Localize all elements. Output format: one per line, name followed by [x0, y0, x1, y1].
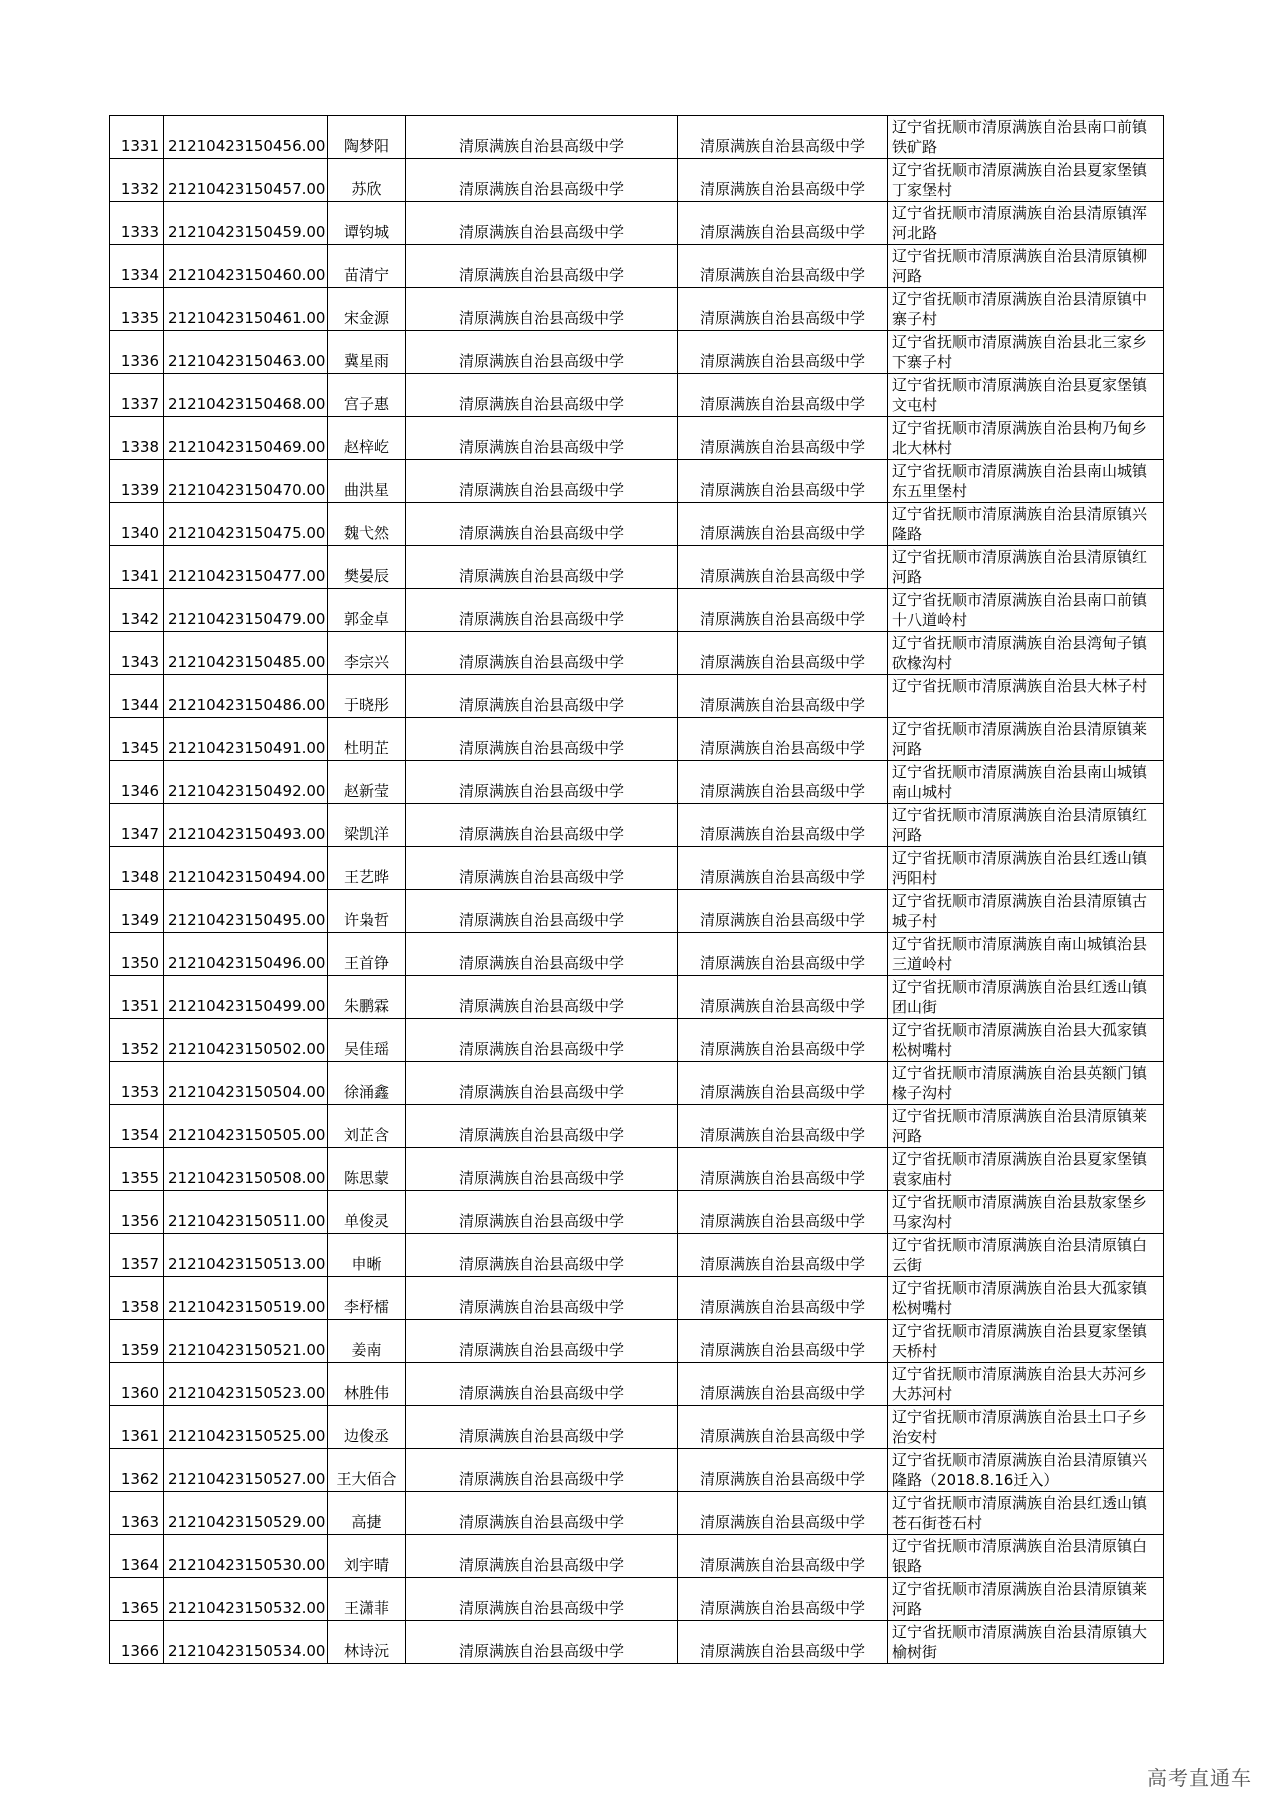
row-number: 1362	[110, 1449, 164, 1492]
school-name: 清原满族自治县高级中学	[406, 417, 678, 460]
row-number: 1351	[110, 976, 164, 1019]
graduating-school: 清原满族自治县高级中学	[678, 1449, 888, 1492]
student-name: 高捷	[328, 1492, 406, 1535]
table-row	[110, 1578, 1164, 1621]
student-name: 陈思蒙	[328, 1148, 406, 1191]
table-row	[110, 1406, 1164, 1449]
roster-table	[109, 115, 1164, 1664]
graduating-school: 清原满族自治县高级中学	[678, 718, 888, 761]
household-address: 辽宁省抚顺市清原满族自治县清原镇红河路	[888, 546, 1164, 589]
household-address: 辽宁省抚顺市清原满族自治县南山城镇南山城村	[888, 761, 1164, 804]
household-address: 辽宁省抚顺市清原满族自治县红透山镇苍石街苍石村	[888, 1492, 1164, 1535]
graduating-school: 清原满族自治县高级中学	[678, 1234, 888, 1277]
school-name: 清原满族自治县高级中学	[406, 976, 678, 1019]
household-address: 辽宁省抚顺市清原满族自治县枸乃甸乡北大林村	[888, 417, 1164, 460]
graduating-school: 清原满族自治县高级中学	[678, 1148, 888, 1191]
row-number: 1349	[110, 890, 164, 933]
household-address: 辽宁省抚顺市清原满族自治县大孤家镇松树嘴村	[888, 1277, 1164, 1320]
household-address: 辽宁省抚顺市清原满族自治县夏家堡镇丁家堡村	[888, 159, 1164, 202]
student-name: 魏弋然	[328, 503, 406, 546]
household-address: 辽宁省抚顺市清原满族自治县夏家堡镇文屯村	[888, 374, 1164, 417]
household-address: 辽宁省抚顺市清原满族自治县土口子乡治安村	[888, 1406, 1164, 1449]
registration-id: 21210423150529.00	[164, 1492, 328, 1535]
table-row	[110, 847, 1164, 890]
table-row	[110, 718, 1164, 761]
student-name: 曲洪星	[328, 460, 406, 503]
graduating-school: 清原满族自治县高级中学	[678, 1105, 888, 1148]
graduating-school: 清原满族自治县高级中学	[678, 1320, 888, 1363]
student-name: 郭金卓	[328, 589, 406, 632]
registration-id: 21210423150508.00	[164, 1148, 328, 1191]
row-number: 1356	[110, 1191, 164, 1234]
student-name: 王首铮	[328, 933, 406, 976]
student-name: 边俊丞	[328, 1406, 406, 1449]
school-name: 清原满族自治县高级中学	[406, 675, 678, 718]
graduating-school: 清原满族自治县高级中学	[678, 1406, 888, 1449]
table-row	[110, 1492, 1164, 1535]
graduating-school: 清原满族自治县高级中学	[678, 331, 888, 374]
table-row	[110, 761, 1164, 804]
household-address: 辽宁省抚顺市清原满族自治县清原镇白银路	[888, 1535, 1164, 1578]
table-row	[110, 1535, 1164, 1578]
graduating-school: 清原满族自治县高级中学	[678, 632, 888, 675]
registration-id: 21210423150461.00	[164, 288, 328, 331]
household-address: 辽宁省抚顺市清原满族自治县清原镇浑河北路	[888, 202, 1164, 245]
registration-id: 21210423150470.00	[164, 460, 328, 503]
registration-id: 21210423150527.00	[164, 1449, 328, 1492]
school-name: 清原满族自治县高级中学	[406, 1234, 678, 1277]
school-name: 清原满族自治县高级中学	[406, 1148, 678, 1191]
table-row	[110, 503, 1164, 546]
registration-id: 21210423150491.00	[164, 718, 328, 761]
student-name: 林诗沅	[328, 1621, 406, 1664]
row-number: 1344	[110, 675, 164, 718]
registration-id: 21210423150486.00	[164, 675, 328, 718]
graduating-school: 清原满族自治县高级中学	[678, 1363, 888, 1406]
table-row	[110, 1191, 1164, 1234]
registration-id: 21210423150468.00	[164, 374, 328, 417]
graduating-school: 清原满族自治县高级中学	[678, 288, 888, 331]
registration-id: 21210423150519.00	[164, 1277, 328, 1320]
school-name: 清原满族自治县高级中学	[406, 1062, 678, 1105]
registration-id: 21210423150513.00	[164, 1234, 328, 1277]
row-number: 1363	[110, 1492, 164, 1535]
table-row	[110, 1062, 1164, 1105]
row-number: 1364	[110, 1535, 164, 1578]
school-name: 清原满族自治县高级中学	[406, 718, 678, 761]
student-name: 吴佳瑶	[328, 1019, 406, 1062]
household-address: 辽宁省抚顺市清原满族自治县夏家堡镇袁家庙村	[888, 1148, 1164, 1191]
registration-id: 21210423150477.00	[164, 546, 328, 589]
row-number: 1353	[110, 1062, 164, 1105]
row-number: 1346	[110, 761, 164, 804]
registration-id: 21210423150499.00	[164, 976, 328, 1019]
school-name: 清原满族自治县高级中学	[406, 1492, 678, 1535]
student-name: 樊晏辰	[328, 546, 406, 589]
row-number: 1337	[110, 374, 164, 417]
row-number: 1348	[110, 847, 164, 890]
table-row	[110, 374, 1164, 417]
school-name: 清原满族自治县高级中学	[406, 1105, 678, 1148]
household-address: 辽宁省抚顺市清原满族自治县清原镇红河路	[888, 804, 1164, 847]
roster-sheet	[109, 115, 1163, 1664]
household-address: 辽宁省抚顺市清原满族自治县清原镇莱河路	[888, 1105, 1164, 1148]
school-name: 清原满族自治县高级中学	[406, 1019, 678, 1062]
registration-id: 21210423150502.00	[164, 1019, 328, 1062]
row-number: 1361	[110, 1406, 164, 1449]
table-row	[110, 1148, 1164, 1191]
school-name: 清原满族自治县高级中学	[406, 1191, 678, 1234]
school-name: 清原满族自治县高级中学	[406, 1406, 678, 1449]
table-row	[110, 288, 1164, 331]
household-address: 辽宁省抚顺市清原满族自治县清原镇兴隆路	[888, 503, 1164, 546]
registration-id: 21210423150525.00	[164, 1406, 328, 1449]
household-address: 辽宁省抚顺市清原满族自治县敖家堡乡马家沟村	[888, 1191, 1164, 1234]
table-row	[110, 1277, 1164, 1320]
registration-id: 21210423150457.00	[164, 159, 328, 202]
row-number: 1366	[110, 1621, 164, 1664]
school-name: 清原满族自治县高级中学	[406, 933, 678, 976]
graduating-school: 清原满族自治县高级中学	[678, 933, 888, 976]
table-row	[110, 1320, 1164, 1363]
table-row	[110, 1449, 1164, 1492]
student-name: 李宗兴	[328, 632, 406, 675]
school-name: 清原满族自治县高级中学	[406, 632, 678, 675]
table-row	[110, 1234, 1164, 1277]
student-name: 许枭哲	[328, 890, 406, 933]
registration-id: 21210423150534.00	[164, 1621, 328, 1664]
table-row	[110, 976, 1164, 1019]
school-name: 清原满族自治县高级中学	[406, 1277, 678, 1320]
school-name: 清原满族自治县高级中学	[406, 116, 678, 159]
registration-id: 21210423150459.00	[164, 202, 328, 245]
registration-id: 21210423150469.00	[164, 417, 328, 460]
table-row	[110, 675, 1164, 718]
student-name: 王潇菲	[328, 1578, 406, 1621]
row-number: 1341	[110, 546, 164, 589]
table-row	[110, 546, 1164, 589]
registration-id: 21210423150521.00	[164, 1320, 328, 1363]
household-address: 辽宁省抚顺市清原满族自南山城镇治县三道岭村	[888, 933, 1164, 976]
student-name: 宋金源	[328, 288, 406, 331]
student-name: 杜明芷	[328, 718, 406, 761]
roster-body	[110, 116, 1164, 1664]
registration-id: 21210423150494.00	[164, 847, 328, 890]
school-name: 清原满族自治县高级中学	[406, 1578, 678, 1621]
graduating-school: 清原满族自治县高级中学	[678, 460, 888, 503]
registration-id: 21210423150485.00	[164, 632, 328, 675]
row-number: 1339	[110, 460, 164, 503]
school-name: 清原满族自治县高级中学	[406, 288, 678, 331]
household-address: 辽宁省抚顺市清原满族自治县清原镇莱河路	[888, 718, 1164, 761]
student-name: 于晓彤	[328, 675, 406, 718]
student-name: 刘宇晴	[328, 1535, 406, 1578]
household-address: 辽宁省抚顺市清原满族自治县清原镇兴隆路（2018.8.16迁入）	[888, 1449, 1164, 1492]
school-name: 清原满族自治县高级中学	[406, 1363, 678, 1406]
row-number: 1355	[110, 1148, 164, 1191]
table-row	[110, 890, 1164, 933]
student-name: 冀星雨	[328, 331, 406, 374]
graduating-school: 清原满族自治县高级中学	[678, 890, 888, 933]
table-row	[110, 417, 1164, 460]
row-number: 1334	[110, 245, 164, 288]
registration-id: 21210423150530.00	[164, 1535, 328, 1578]
graduating-school: 清原满族自治县高级中学	[678, 202, 888, 245]
graduating-school: 清原满族自治县高级中学	[678, 1191, 888, 1234]
household-address: 辽宁省抚顺市清原满族自治县北三家乡下寨子村	[888, 331, 1164, 374]
row-number: 1359	[110, 1320, 164, 1363]
registration-id: 21210423150495.00	[164, 890, 328, 933]
table-row	[110, 632, 1164, 675]
graduating-school: 清原满族自治县高级中学	[678, 417, 888, 460]
row-number: 1350	[110, 933, 164, 976]
student-name: 苏欣	[328, 159, 406, 202]
graduating-school: 清原满族自治县高级中学	[678, 1578, 888, 1621]
registration-id: 21210423150532.00	[164, 1578, 328, 1621]
graduating-school: 清原满族自治县高级中学	[678, 847, 888, 890]
household-address: 辽宁省抚顺市清原满族自治县大苏河乡大苏河村	[888, 1363, 1164, 1406]
household-address: 辽宁省抚顺市清原满族自治县红透山镇沔阳村	[888, 847, 1164, 890]
table-row	[110, 804, 1164, 847]
graduating-school: 清原满族自治县高级中学	[678, 374, 888, 417]
row-number: 1335	[110, 288, 164, 331]
student-name: 苗清宁	[328, 245, 406, 288]
row-number: 1342	[110, 589, 164, 632]
graduating-school: 清原满族自治县高级中学	[678, 1535, 888, 1578]
table-row	[110, 460, 1164, 503]
registration-id: 21210423150523.00	[164, 1363, 328, 1406]
student-name: 李杼檑	[328, 1277, 406, 1320]
student-name: 朱鹏霖	[328, 976, 406, 1019]
table-row	[110, 1105, 1164, 1148]
student-name: 申晰	[328, 1234, 406, 1277]
school-name: 清原满族自治县高级中学	[406, 331, 678, 374]
school-name: 清原满族自治县高级中学	[406, 761, 678, 804]
household-address: 辽宁省抚顺市清原满族自治县清原镇柳河路	[888, 245, 1164, 288]
school-name: 清原满族自治县高级中学	[406, 804, 678, 847]
student-name: 徐涌鑫	[328, 1062, 406, 1105]
row-number: 1332	[110, 159, 164, 202]
registration-id: 21210423150475.00	[164, 503, 328, 546]
student-name: 姜南	[328, 1320, 406, 1363]
table-row	[110, 245, 1164, 288]
registration-id: 21210423150460.00	[164, 245, 328, 288]
registration-id: 21210423150456.00	[164, 116, 328, 159]
student-name: 谭钧城	[328, 202, 406, 245]
registration-id: 21210423150496.00	[164, 933, 328, 976]
registration-id: 21210423150492.00	[164, 761, 328, 804]
student-name: 王大佰合	[328, 1449, 406, 1492]
school-name: 清原满族自治县高级中学	[406, 890, 678, 933]
student-name: 宫子惠	[328, 374, 406, 417]
school-name: 清原满族自治县高级中学	[406, 1621, 678, 1664]
school-name: 清原满族自治县高级中学	[406, 546, 678, 589]
household-address: 辽宁省抚顺市清原满族自治县清原镇中寨子村	[888, 288, 1164, 331]
household-address: 辽宁省抚顺市清原满族自治县南口前镇十八道岭村	[888, 589, 1164, 632]
household-address: 辽宁省抚顺市清原满族自治县清原镇大榆树街	[888, 1621, 1164, 1664]
student-name: 赵新莹	[328, 761, 406, 804]
graduating-school: 清原满族自治县高级中学	[678, 116, 888, 159]
student-name: 梁凯洋	[328, 804, 406, 847]
school-name: 清原满族自治县高级中学	[406, 374, 678, 417]
table-row	[110, 331, 1164, 374]
table-row	[110, 589, 1164, 632]
row-number: 1360	[110, 1363, 164, 1406]
row-number: 1343	[110, 632, 164, 675]
row-number: 1352	[110, 1019, 164, 1062]
school-name: 清原满族自治县高级中学	[406, 202, 678, 245]
graduating-school: 清原满族自治县高级中学	[678, 589, 888, 632]
graduating-school: 清原满族自治县高级中学	[678, 245, 888, 288]
school-name: 清原满族自治县高级中学	[406, 1320, 678, 1363]
school-name: 清原满族自治县高级中学	[406, 245, 678, 288]
household-address: 辽宁省抚顺市清原满族自治县夏家堡镇天桥村	[888, 1320, 1164, 1363]
row-number: 1340	[110, 503, 164, 546]
graduating-school: 清原满族自治县高级中学	[678, 675, 888, 718]
school-name: 清原满族自治县高级中学	[406, 503, 678, 546]
registration-id: 21210423150504.00	[164, 1062, 328, 1105]
graduating-school: 清原满族自治县高级中学	[678, 976, 888, 1019]
table-row	[110, 933, 1164, 976]
row-number: 1345	[110, 718, 164, 761]
table-row	[110, 116, 1164, 159]
household-address: 辽宁省抚顺市清原满族自治县大林子村	[888, 675, 1164, 718]
household-address: 辽宁省抚顺市清原满族自治县清原镇白云街	[888, 1234, 1164, 1277]
student-name: 王艺晔	[328, 847, 406, 890]
graduating-school: 清原满族自治县高级中学	[678, 761, 888, 804]
table-row	[110, 159, 1164, 202]
row-number: 1357	[110, 1234, 164, 1277]
table-row	[110, 202, 1164, 245]
row-number: 1358	[110, 1277, 164, 1320]
registration-id: 21210423150511.00	[164, 1191, 328, 1234]
student-name: 单俊灵	[328, 1191, 406, 1234]
household-address: 辽宁省抚顺市清原满族自治县红透山镇团山街	[888, 976, 1164, 1019]
row-number: 1333	[110, 202, 164, 245]
school-name: 清原满族自治县高级中学	[406, 589, 678, 632]
registration-id: 21210423150463.00	[164, 331, 328, 374]
school-name: 清原满族自治县高级中学	[406, 1535, 678, 1578]
row-number: 1336	[110, 331, 164, 374]
school-name: 清原满族自治县高级中学	[406, 847, 678, 890]
student-name: 陶梦阳	[328, 116, 406, 159]
row-number: 1338	[110, 417, 164, 460]
student-name: 赵梓屹	[328, 417, 406, 460]
household-address: 辽宁省抚顺市清原满族自治县清原镇莱河路	[888, 1578, 1164, 1621]
row-number: 1354	[110, 1105, 164, 1148]
registration-id: 21210423150479.00	[164, 589, 328, 632]
graduating-school: 清原满族自治县高级中学	[678, 503, 888, 546]
registration-id: 21210423150505.00	[164, 1105, 328, 1148]
graduating-school: 清原满族自治县高级中学	[678, 546, 888, 589]
row-number: 1347	[110, 804, 164, 847]
registration-id: 21210423150493.00	[164, 804, 328, 847]
household-address: 辽宁省抚顺市清原满族自治县湾甸子镇 砍椽沟村	[888, 632, 1164, 675]
school-name: 清原满族自治县高级中学	[406, 159, 678, 202]
graduating-school: 清原满族自治县高级中学	[678, 804, 888, 847]
student-name: 刘芷含	[328, 1105, 406, 1148]
household-address: 辽宁省抚顺市清原满族自治县大孤家镇松树嘴村	[888, 1019, 1164, 1062]
graduating-school: 清原满族自治县高级中学	[678, 1492, 888, 1535]
student-name: 林胜伟	[328, 1363, 406, 1406]
school-name: 清原满族自治县高级中学	[406, 1449, 678, 1492]
graduating-school: 清原满族自治县高级中学	[678, 159, 888, 202]
row-number: 1331	[110, 116, 164, 159]
household-address: 辽宁省抚顺市清原满族自治县英额门镇椽子沟村	[888, 1062, 1164, 1105]
table-row	[110, 1621, 1164, 1664]
household-address: 辽宁省抚顺市清原满族自治县南口前镇铁矿路	[888, 116, 1164, 159]
watermark-text: 高考直通车	[1147, 1766, 1252, 1790]
school-name: 清原满族自治县高级中学	[406, 460, 678, 503]
row-number: 1365	[110, 1578, 164, 1621]
graduating-school: 清原满族自治县高级中学	[678, 1062, 888, 1105]
household-address: 辽宁省抚顺市清原满族自治县南山城镇东五里堡村	[888, 460, 1164, 503]
table-row	[110, 1019, 1164, 1062]
household-address: 辽宁省抚顺市清原满族自治县清原镇古城子村	[888, 890, 1164, 933]
graduating-school: 清原满族自治县高级中学	[678, 1621, 888, 1664]
graduating-school: 清原满族自治县高级中学	[678, 1019, 888, 1062]
table-row	[110, 1363, 1164, 1406]
graduating-school: 清原满族自治县高级中学	[678, 1277, 888, 1320]
